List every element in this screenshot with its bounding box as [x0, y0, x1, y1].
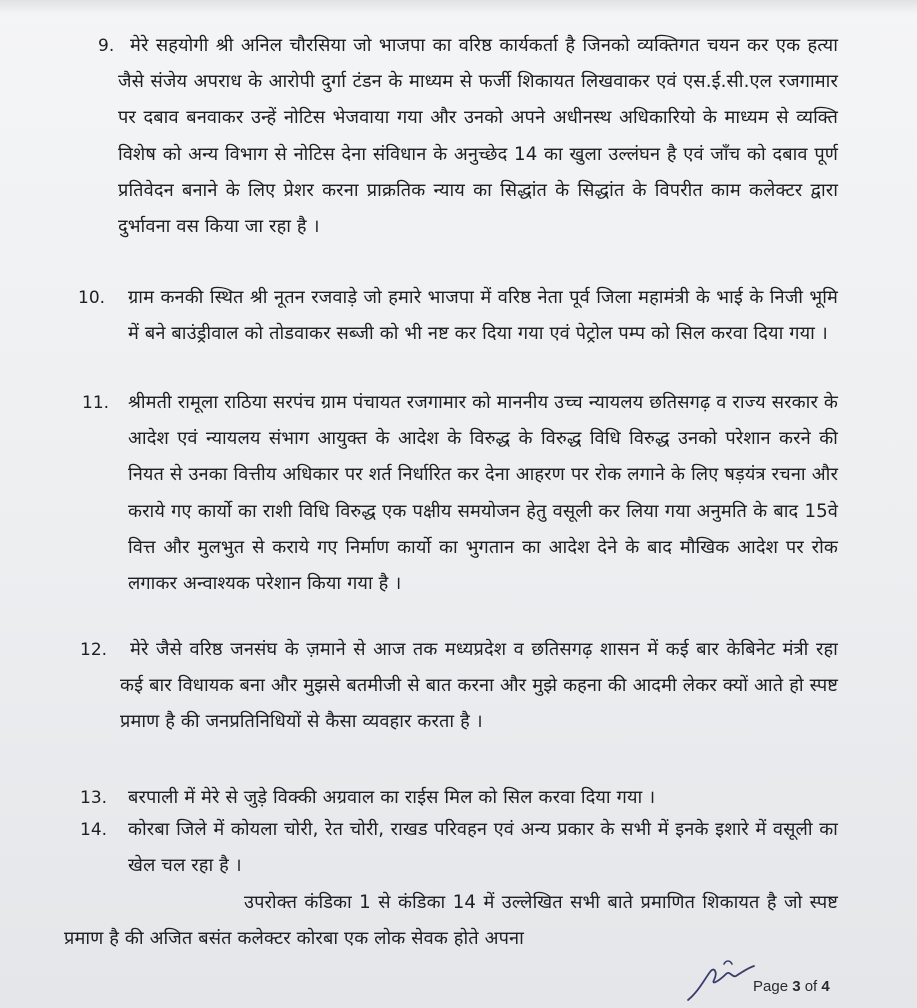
item-12-body: मेरे जैसे वरिष्ठ जनसंघ के ज़माने से आज तक मध्यप्रदेश व छतिसगढ़ शासन में कई बार केबिनेट मंत्री रहा कई बार विधायक बना और मुझसे बतमीजी से बात करना और मुझे कहना की आदमी लेकर क्यों आते हो स्पष्ट प्रमाण है की जनप्रतिनिधियों से कैसा व्यवहार करता है ।	[120, 639, 838, 733]
item-text-14: कोरबा जिले में कोयला चोरी, रेत चोरी, राखड परिवहन एवं अन्य प्रकार के सभी में इनके इशारे में वसूली का खेल चल रहा है ।	[128, 819, 838, 877]
item-text-13: बरपाली में मेरे से जुड़े विक्की अग्रवाल का राईस मिल को सिल करवा दिया गया ।	[128, 787, 656, 808]
item-9-body: मेरे सहयोगी श्री अनिल चौरसिया जो भाजपा का वरिष्ठ कार्यकर्ता है जिनको व्यक्तिगत चयन कर एक हत्या जैसे संजेय अपराध के आरोपी दुर्गा टंडन के माध्यम से फर्जी शिकायत लिखवाकर एवं एस.ई.सी.एल रजगामार पर दबाव बनवाकर उन्हें नोटिस भेजवाया गया और उनको अपने अधीनस्थ अधिकारियो के माध्यम से व्यक्ति विशेष को अन्य विभाग से नोटिस देना संविधान के अनुच्छेद 14 का खुला उल्लंघन है एवं जाँच को दबाव पूर्ण प्रतिवेदन बनाने के लिए प्रेशर करना प्राक्रतिक न्याय का सिद्धांत के सिद्धांत के विपरीत काम कलेक्टर द्वारा दुर्भावना वस किया जा रहा है ।	[118, 35, 838, 238]
item-text-10: ग्राम कनकी स्थित श्री नूतन रजवाड़े जो हमारे भाजपा में वरिष्ठ नेता पूर्व जिला महामंत्री के भाई के निजी भूमि में बने बाउंड्रीवाल को तोडवाकर सब्जी को भी नष्ट कर दिया गया एवं पेट्रोल पम्प को सिल करवा दिया गया ।	[128, 287, 838, 345]
item-number-14: 14.	[80, 820, 108, 840]
item-text-11: श्रीमती रामूला राठिया सरपंच ग्राम पंचायत रजगामार को माननीय उच्च न्यायलय छतिसगढ़ व राज्य सरकार के आदेश एवं न्यायलय संभाग आयुक्त के आदेश के विरुद्ध के विरुद्ध विधि विरुद्ध उनको परेशान करने की नियत से उनका वित्तीय अधिकार पर शर्त निर्धारित कर देना आहरण पर रोक लगाने के लिए षड़यंत्र रचना और कराये गए कार्यो का राशी विधि विरुद्ध एक पक्षीय समयोजन हेतु वसूली कर लिया गया अनुमति के बाद 15वे वित्त और मुलभुत से कराये गए निर्माण कार्यो का भुगतान का आदेश देने के बाद मौखिक आदेश पर रोक लगाकर अन्वाश्यक परेशान किया गया है ।	[128, 392, 838, 595]
item-number-13: 13.	[80, 788, 108, 808]
item-text-9	[118, 28, 838, 245]
item-number-9: 9.	[98, 36, 115, 56]
item-text-12	[120, 632, 838, 741]
current-page-number: 3	[792, 978, 801, 995]
item-number-12: 12.	[80, 640, 108, 660]
item-number-10: 10.	[78, 288, 106, 308]
item-number-11: 11.	[82, 393, 110, 413]
page-footer	[753, 978, 830, 995]
page-shadow	[0, 0, 917, 14]
closing-paragraph: उपरोक्त कंडिका 1 से कंडिका 14 में उल्लेखित सभी बाते प्रमाणित शिकायत है जो स्पष्ट प्रमाण है की अजित बसंत कलेक्टर कोरबा एक लोक सेवक होते अपना	[64, 892, 838, 950]
footer-prefix: Page	[753, 978, 793, 995]
footer-separator: of	[800, 978, 822, 995]
total-page-count: 4	[821, 978, 830, 995]
